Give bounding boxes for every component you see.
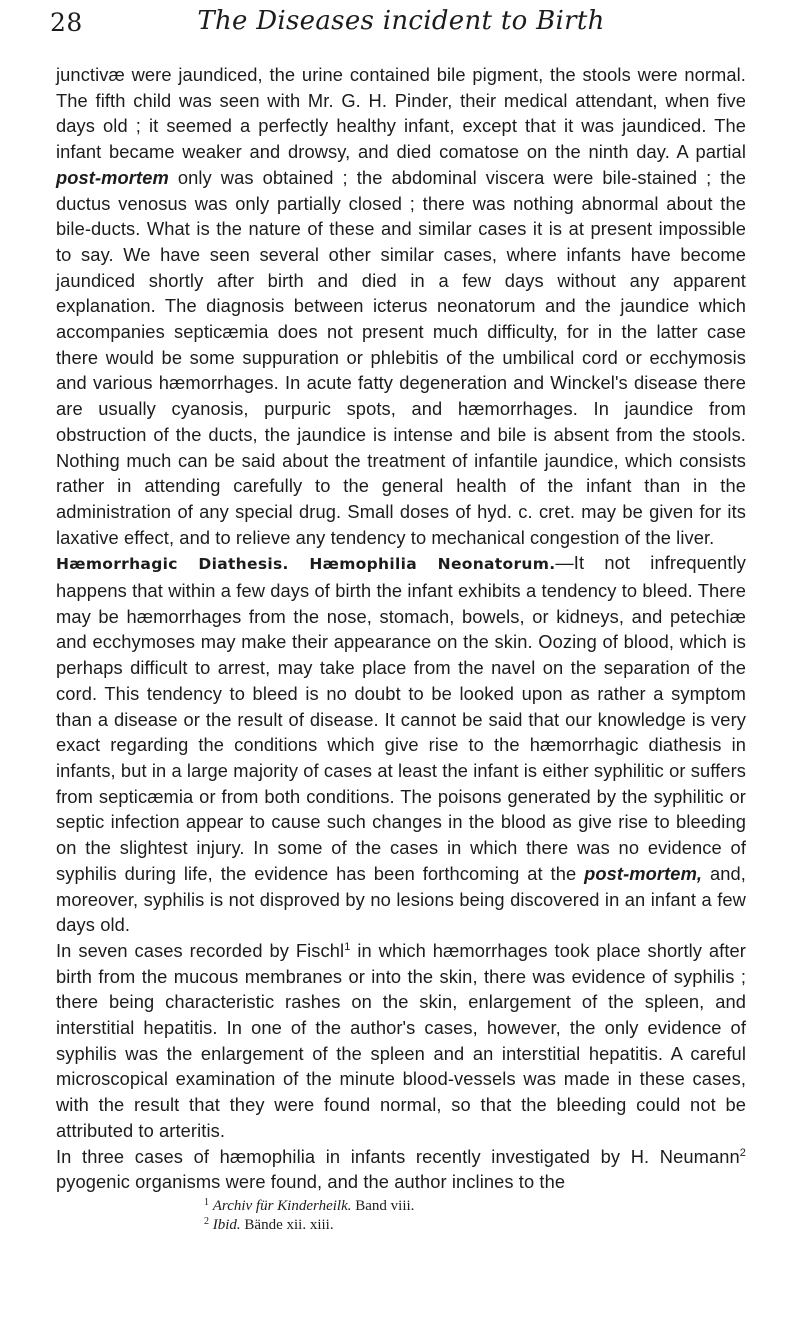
body-text <box>56 62 746 1195</box>
text-run: in which hæmorrhages took place shortly after birth from the mucous membranes or into the skin, there was evidence of syphilis ; there being characteristic rashes on the skin, enlargement of the spleen, and interstitial hepatitis. In one of the author's cases, however, the only evidence of syphilis was the enlargement of the spleen and an interstitial hepatitis. A careful microscopical examination of the minute blood-vessels was made in these cases, with the result that they were found normal, so that the bleeding could not be attributed to arteritis. <box>56 939 746 1141</box>
footnote <box>204 1216 746 1235</box>
page <box>50 0 746 1235</box>
footnote-ref: 2 <box>739 1146 746 1159</box>
paragraph-jaundice <box>56 62 746 550</box>
text-run: and, moreover, syphilis is not disproved by no lesions being discovered in an infant a few days old. <box>56 862 746 936</box>
footnote <box>204 1197 746 1216</box>
text-run: —It not infrequently happens that within a few days of birth the infant exhibits a tendency to bleed. There may be hæmorrhages from the nose, stomach, bowels, or kidneys, and petechiæ and ecchymoses may make their appearance on the skin. Oozing of blood, which is perhaps difficult to arrest, may take place from the navel on the separation of the cord. This tendency to bleed is no doubt to be looked upon as rather a symptom than a disease or the result of disease. It cannot be said that our knowledge is very exact regarding the conditions which give rise to the hæmorrhagic diathesis in infants, but in a large majority of cases at least the infant is either syphilitic or suffers from septicæmia or from both conditions. The poisons generated by the syphilitic or septic infection appear to cause such changes in the blood as give rise to bleeding on the slightest injury. In some of the cases in which there was no evidence of syphilis during life, the evidence has been forthcoming at the <box>56 552 746 884</box>
italic-term: post-mortem <box>56 166 169 188</box>
footnote-text: Bände xii. xiii. <box>240 1216 334 1233</box>
footnote-ref: 1 <box>344 940 351 953</box>
text-run: pyogenic organisms were found, and the author inclines to the <box>56 1171 566 1193</box>
section-heading: Hæmorrhagic Diathesis. Hæmophilia Neonatorum. <box>56 555 556 574</box>
text-run: junctivæ were jaundiced, the urine contained bile pigment, the stools were normal. The fifth child was seen with Mr. G. H. Pinder, their medical attendant, when five days old ; it seemed a perfectly healthy infant, except that it was jaundiced. The infant became weaker and drowsy, and died comatose on the ninth day. A partial <box>56 64 746 163</box>
footnote-title: Archiv für Kinderheilk. <box>212 1197 352 1214</box>
paragraph-haemorrhagic-diathesis <box>56 550 746 938</box>
footnote-mark: 1 <box>204 1196 209 1208</box>
italic-term: post-mortem, <box>584 862 703 884</box>
page-number: 28 <box>50 8 83 37</box>
text-run: In seven cases recorded by Fischl <box>56 939 345 961</box>
text-run: only was obtained ; the abdominal viscera were bile-stained ; the ductus venosus was only partially closed ; there was nothing abnormal about the bile-ducts. What is the nature of these and similar cases it is at present impossible to say. We have seen several other similar cases, where infants have become jaundiced shortly after birth and died in a few days without any apparent explanation. The diagnosis between icterus neonatorum and the jaundice which accompanies septicæmia does not present much difficulty, for in the latter case there would be some suppuration or phlebitis of the umbilical cord or ecchymosis and various hæmorrhages. In acute fatty degeneration and Winckel's disease there are usually cyanosis, purpuric spots, and hæmorrhages. In jaundice from obstruction of the ducts, the jaundice is intense and bile is absent from the stools. Nothing much can be said about the treatment of infantile jaundice, which consists rather in attending carefully to the general health of the infant than in the administration of any special drug. Small doses of hyd. c. cret. may be given for its laxative effect, and to relieve any tendency to mechanical congestion of the liver. <box>56 166 746 548</box>
footnotes <box>56 1197 746 1235</box>
footnote-title: Ibid. <box>212 1216 241 1233</box>
paragraph-fischl-cases <box>56 938 746 1144</box>
text-run: In three cases of hæmophilia in infants recently investigated by H. Neumann <box>56 1145 740 1167</box>
running-title: The Diseases incident to Birth <box>197 6 605 36</box>
paragraph-neumann-cases <box>56 1144 746 1195</box>
footnote-mark: 2 <box>204 1215 209 1227</box>
running-header <box>50 0 746 62</box>
footnote-text: Band viii. <box>351 1197 415 1214</box>
